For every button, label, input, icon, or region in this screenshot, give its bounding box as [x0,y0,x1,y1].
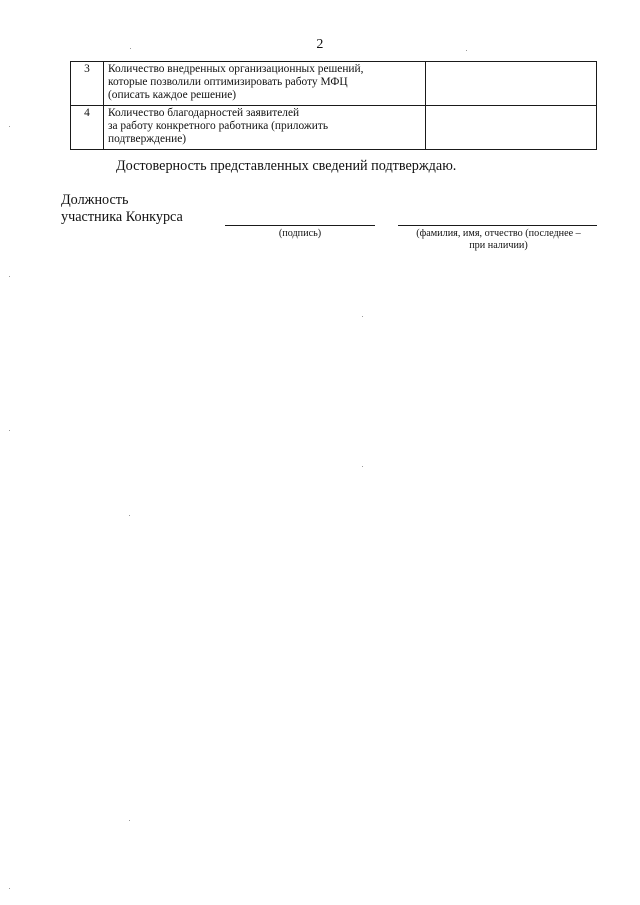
criteria-table [70,61,597,150]
scan-speck [9,430,10,431]
scan-speck [9,888,10,889]
page-number: 2 [316,37,324,52]
signature-caption: (подпись) [278,228,322,239]
fullname-caption-line: (фамилия, имя, отчество (последнее – [416,228,581,239]
scan-speck [466,50,467,51]
row-number: 4 [71,106,104,150]
row-description-line: (описать каждое решение) [108,89,237,101]
row-value-cell [426,62,597,106]
row-description-line: которые позволили оптимизировать работу МФЦ [108,76,348,88]
scan-speck [362,466,363,467]
row-description-line: за работу конкретного работника (приложить [108,120,329,132]
row-number: 3 [71,62,104,106]
row-value-cell [426,106,597,150]
row-description-line: подтверждение) [108,133,187,145]
participant-label: участника Конкурса [61,209,183,225]
scan-speck [130,48,131,49]
row-description [104,106,426,150]
scan-speck [129,515,130,516]
row-description-line: Количество благодарностей заявителей [108,107,300,119]
position-label: Должность [61,192,129,208]
row-description-line: Количество внедренных организационных решений, [108,63,364,75]
fullname-caption [393,228,604,252]
scan-speck [129,820,130,821]
scan-speck [362,316,363,317]
table-row [71,62,597,106]
signature-line [225,225,375,226]
fullname-line [398,225,597,226]
scan-speck [9,126,10,127]
table-row [71,106,597,150]
scan-speck [9,276,10,277]
fullname-caption-line: при наличии) [469,240,528,251]
confirmation-statement: Достоверность представленных сведений подтверждаю. [116,158,457,174]
row-description [104,62,426,106]
